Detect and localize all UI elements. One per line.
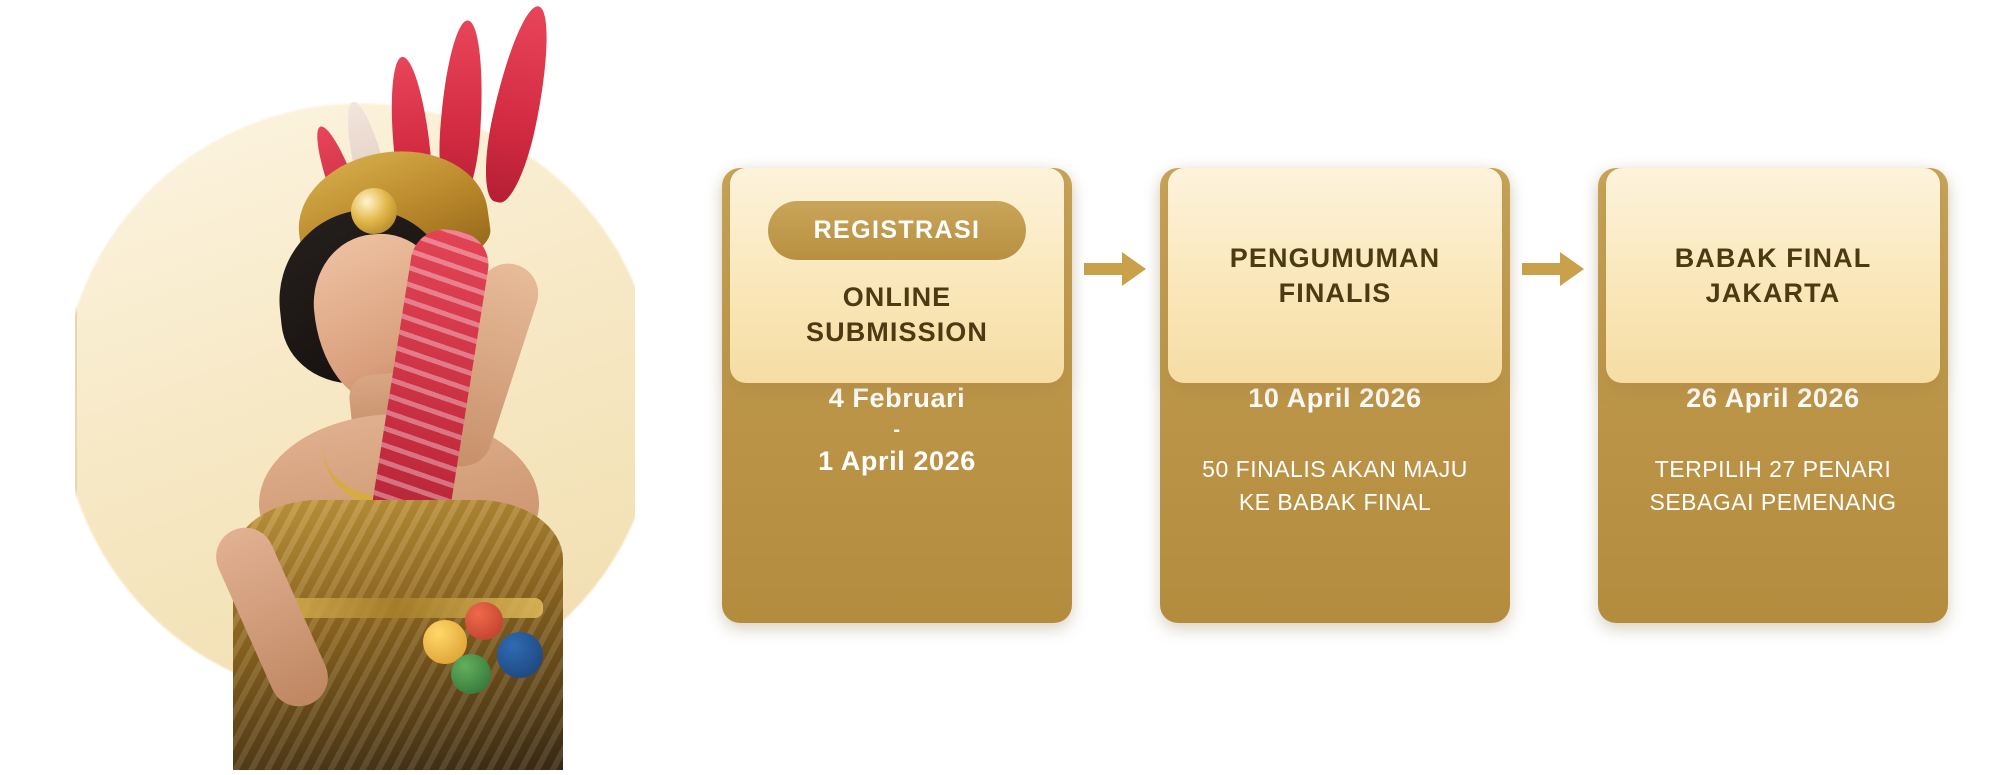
step-heading-group [1675, 240, 1872, 312]
step-header-card [1606, 168, 1940, 383]
step-header-card [1168, 168, 1502, 383]
step-note-line-1: 50 FINALIS AKAN MAJU [1202, 455, 1468, 482]
step-date [744, 378, 1050, 481]
timeline-steps [722, 168, 1952, 643]
step-date-end: 1 April 2026 [818, 445, 976, 476]
step-note-line-1: TERPILIH 27 PENARI [1654, 455, 1892, 482]
dancer-figure [83, 2, 643, 762]
timeline-step-babak-final-jakarta[interactable] [1598, 168, 1948, 623]
step-note [1182, 453, 1488, 520]
step-title: BABAK FINAL [1674, 242, 1872, 273]
step-date [1620, 378, 1926, 419]
step-subtitle: JAKARTA [1705, 278, 1841, 309]
arrow-right-icon [1072, 168, 1160, 623]
step-note-line-2: KE BABAK FINAL [1238, 488, 1432, 515]
step-subtitle: ONLINE SUBMISSION [805, 281, 989, 347]
step-title: PENGUMUMAN [1229, 242, 1441, 273]
timeline-step-pengumuman-finalis[interactable] [1160, 168, 1510, 623]
headdress-feather-icon [475, 2, 560, 207]
flower-icon [497, 632, 543, 678]
step-date-start: 26 April 2026 [1686, 383, 1860, 413]
dancer-shape-group [83, 2, 643, 762]
step-note [1620, 453, 1926, 520]
hero-illustration [75, 72, 650, 742]
step-subtitle: FINALIS [1278, 278, 1392, 309]
step-date-start: 10 April 2026 [1248, 383, 1422, 413]
arrow-right-icon [1510, 168, 1598, 623]
crown-jewel-icon [351, 188, 397, 234]
step-date [1182, 378, 1488, 419]
step-heading-group [1230, 240, 1441, 312]
flower-icon [451, 654, 491, 694]
step-note-line-2: SEBAGAI PEMENANG [1649, 488, 1897, 515]
step-date-start: 4 Februari [828, 383, 966, 413]
timeline-step-registrasi[interactable] [722, 168, 1072, 623]
flower-cluster-icon [413, 602, 563, 722]
flower-icon [465, 602, 503, 640]
step-date-dash: - [893, 418, 901, 441]
step-header-card [730, 168, 1064, 383]
step-pill-label: REGISTRASI [768, 201, 1027, 260]
